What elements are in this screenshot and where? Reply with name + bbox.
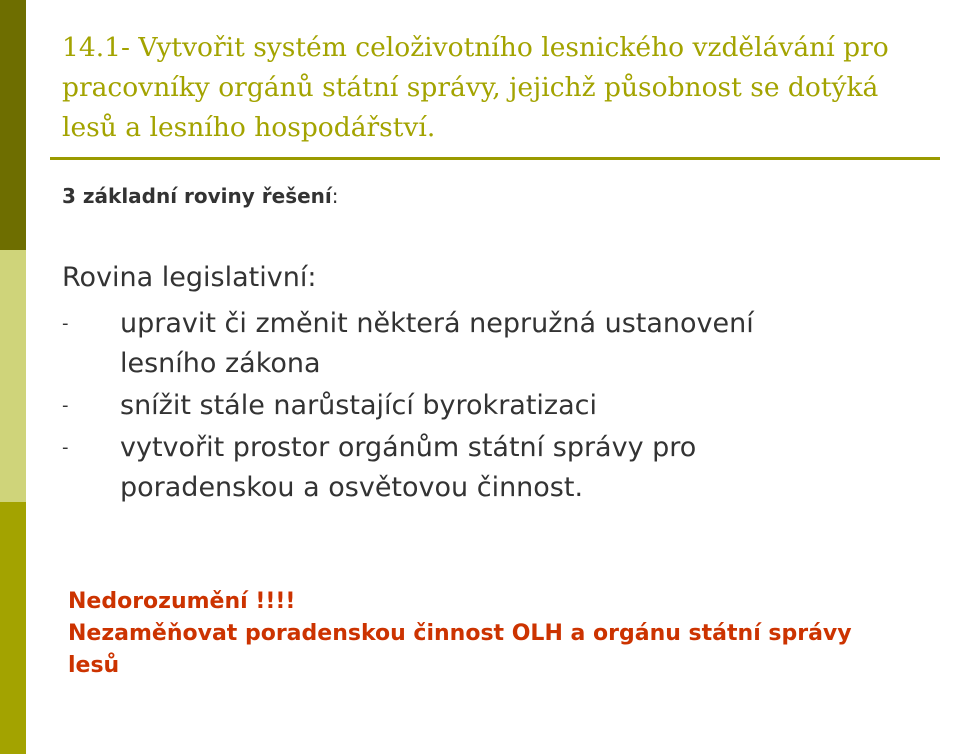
bullet-dash: -	[62, 395, 69, 416]
warning-note	[68, 586, 958, 682]
subtitle-bold: 3 základní roviny řešení	[62, 184, 332, 208]
bullet-text	[120, 304, 942, 384]
subtitle	[62, 182, 339, 210]
bullet-dash: -	[62, 437, 69, 458]
warning-note-line-2: Nezaměňovat poradenskou činnost OLH a orgánu státní správy	[68, 621, 852, 646]
slide-title-line-1: 14.1- Vytvořit systém celoživotního lesnického vzdělávání pro	[62, 32, 889, 63]
side-bar-segment-bottom	[0, 502, 26, 754]
title-underline-rule	[50, 157, 940, 160]
warning-note-line-3: lesů	[68, 653, 120, 678]
slide-title	[62, 28, 942, 148]
side-bar-segment-top	[0, 0, 26, 250]
subtitle-suffix: :	[331, 184, 339, 208]
bullet-text	[120, 386, 942, 426]
bullet-text-line-2: poradenskou a osvětovou činnost.	[120, 472, 584, 503]
section-heading: Rovina legislativní:	[62, 262, 317, 293]
warning-note-line-1: Nedorozumění !!!!	[68, 589, 296, 614]
slide-title-line-3: lesů a lesního hospodářství.	[62, 112, 436, 143]
bullet-dash: -	[62, 313, 69, 334]
list-item	[62, 386, 942, 426]
list-item	[62, 304, 942, 384]
bullet-text-line-1: vytvořit prostor orgánům státní správy pro	[120, 432, 697, 463]
side-bar-segment-middle	[0, 250, 26, 502]
bullet-text	[120, 428, 942, 508]
decorative-side-bar	[0, 0, 26, 754]
slide-title-line-2: pracovníky orgánů státní správy, jejichž působnost se dotýká	[62, 72, 879, 103]
list-item	[62, 428, 942, 508]
bullet-text-line-1: upravit či změnit některá nepružná ustanovení	[120, 308, 754, 339]
bullet-list	[62, 304, 942, 510]
bullet-text-line-1: snížit stále narůstající byrokratizaci	[120, 390, 597, 421]
bullet-text-line-2: lesního zákona	[120, 348, 321, 379]
